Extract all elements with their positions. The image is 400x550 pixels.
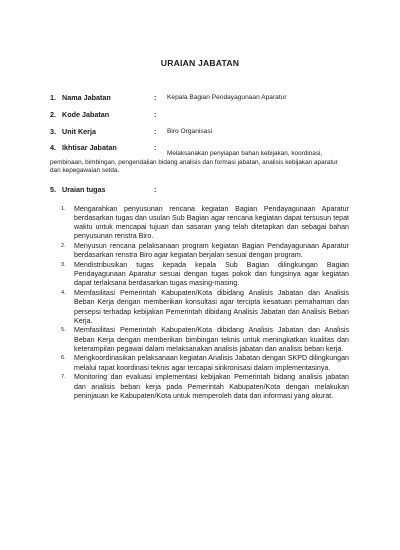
task-number: 6. (61, 355, 66, 362)
field-colon: : (154, 93, 157, 102)
task-list (61, 205, 349, 401)
task-text: Memfasilitasi Pemerintah Kabupaten/Kota dibidang Analisis Jabatan dan Analisis Beban Kerja dengan memberikan bimbingan teknis untuk meningkatkan kualitas dan keterampilan pegawai dalam melaksanakan analisis jabatan dan analisis beban kerja. (74, 326, 349, 353)
task-number: 1. (61, 206, 66, 212)
ikhtisar-jabatan-text: Melaksanakan penyiapan bahan kebijakan, koordinasi, pembinaan, bimbingan, pengendalian bidang analisis dan formasi jabatan, analisis kebijakan aparatur dan kepegawaian setda. (50, 150, 338, 175)
field-colon: : (154, 143, 157, 152)
task-text: Mengarahkan penyusunan rencana kegiatan Bagian Pendayagunaan Aparatur berdasarkan tugas dan usulan Sub Bagian agar rencana kegiatan dapat tersusun tepat waktu untuk mencapai tujuan dan sasaran yang telah ditetapkan dan sebagai bahan penyusunan renstra Biro. (74, 205, 349, 241)
task-text: Mendistribusikan tugas kepada kepala Sub Bagian dilingkungan Bagian Pendayagunaan Aparatur sesuai dengan tugas pokok dan fungsinya agar kegiatan dapat terlaksana berdasarkan tugas masing-masing. (74, 261, 349, 288)
task-item (61, 373, 349, 400)
field-value: Biro Organisasi (167, 128, 213, 135)
task-text: Memfasilitasi Pemerintah Kabupaten/Kota dibidang Analisis Jabatan dan Analisis Beban Kerja dengan memberikan konsultasi agar tercipta kesatuan pemahaman dan persepsi terhadap kebijakan Pemerintah dibidang Analisis Jabatan dan Analisis Beban Kerja. (74, 289, 349, 325)
task-text: Mengkoordinasikan pelaksanaan kegiatan Analisis Jabatan dengan SKPD dilingkungan melalui rapat koordinasi teknis agar tercapai sinkronisasi dalam implementasinya. (74, 354, 349, 372)
task-number: 3. (61, 262, 66, 269)
task-number: 5. (61, 327, 66, 334)
task-item (61, 242, 349, 260)
field-label: 3. Unit Kerja (50, 127, 96, 136)
document-title: URAIAN JABATAN (160, 58, 240, 68)
field-label: 4. Ikhtisar Jabatan (50, 143, 117, 152)
task-item (61, 289, 349, 326)
field-value: Kepala Bagian Pendayagunaan Aparatur (167, 94, 287, 101)
task-item (61, 205, 349, 242)
field-label: 2. Kode Jabatan (50, 110, 110, 119)
task-item (61, 354, 349, 372)
field-colon: : (154, 110, 157, 119)
task-number: 2. (61, 243, 66, 250)
task-item (61, 326, 349, 353)
task-item (61, 261, 349, 288)
field-colon: : (154, 127, 157, 136)
task-number: 4. (61, 290, 66, 297)
task-text: Menyusun rencana pelaksanaan program kegiatan Bagian Pendayagunaan Aparatur berdasarkan renstra Biro agar kegiatan berjalan sesuai dengan program. (74, 242, 349, 260)
field-label: 5. Uraian tugas (50, 185, 106, 194)
task-text: Monitoring dan evaluasi implementasi kebijakan Pemerintah bidang analisis jabatan dan analisis beban kerja pada Pemerintah Kabupaten/Kota dengan melakukan peninjauan ke Kabupaten/Kota untuk memperoleh data dan informasi yang akurat. (74, 373, 349, 400)
field-colon: : (154, 185, 157, 194)
task-number: 7. (61, 374, 66, 381)
field-label: 1. Nama Jabatan (50, 93, 111, 102)
